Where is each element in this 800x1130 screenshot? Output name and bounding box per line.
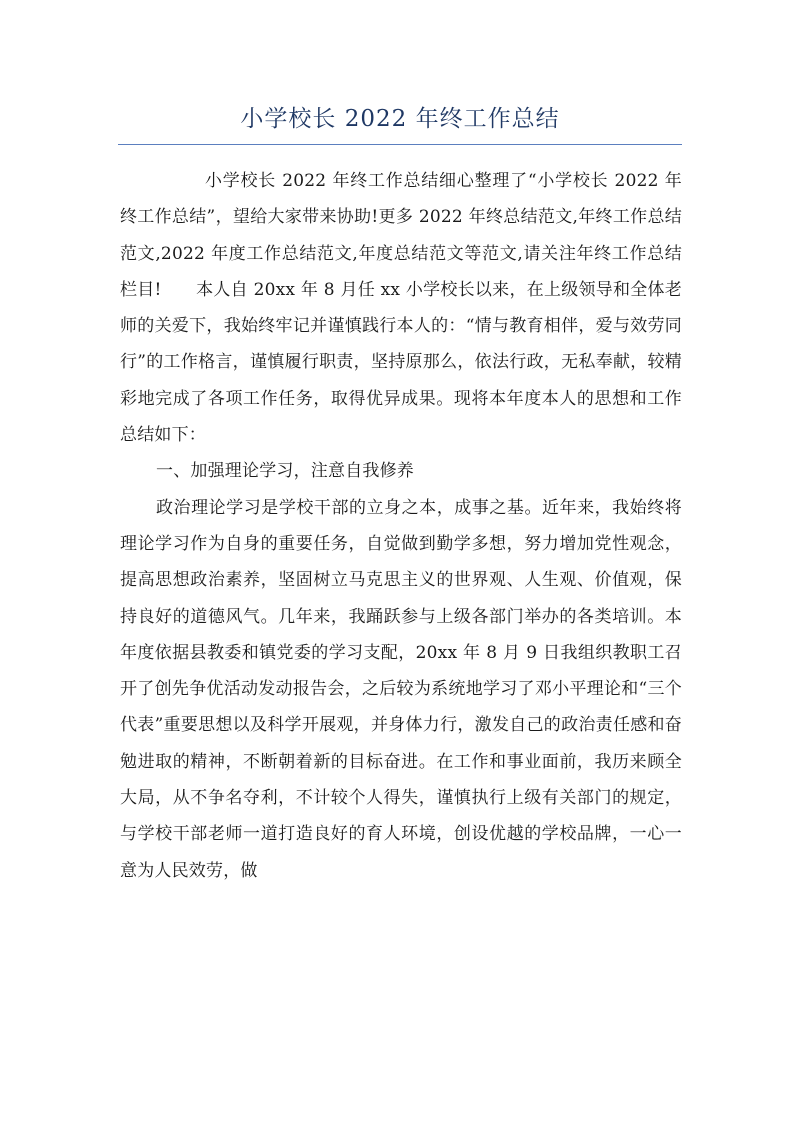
- section-heading: 一、加强理论学习，注意自我修养: [156, 461, 414, 482]
- title-underline: [118, 144, 682, 145]
- document-body: [120, 163, 682, 889]
- intro-paragraph: 小学校长 2022 年终工作总结细心整理了“小学校长 2022 年终工作总结”，望给大家带来协助!更多 2022 年终总结范文,年终工作总结范文,2022 年度工作总结范文,年度总结范文等范文,请关注年终工作总结栏目! 本人自 20xx 年 8 月任 xx 小学校长以来，在上级领导和全体老师的关爱下，我始终牢记并谨慎践行本人的：“情与教育相伴，爱与效劳同行”的工作格言，谨慎履行职责，坚持原那么，依法行政，无私奉献，较精彩地完成了各项工作任务，取得优异成果。现将本年度本人的思想和工作总结如下：: [120, 171, 682, 446]
- document-title: 小学校长 2022 年终工作总结: [240, 106, 560, 132]
- body-paragraph: 政治理论学习是学校干部的立身之本，成事之基。近年来，我始终将理论学习作为自身的重要任务，自觉做到勤学多想，努力增加党性观念，提高思想政治素养，坚固树立马克思主义的世界观、人生观、价值观，保持良好的道德风气。几年来，我踊跃参与上级各部门举办的各类培训。本年度依据县教委和镇党委的学习支配，20xx 年 8 月 9 日我组织教职工召开了创先争优活动发动报告会，之后较为系统地学习了邓小平理论和“三个代表”重要思想以及科学开展观，并身体力行，激发自己的政治责任感和奋勉进取的精神，不断朝着新的目标奋进。在工作和事业面前，我历来顾全大局，从不争名夺利，不计较个人得失，谨慎执行上级有关部门的规定，与学校干部老师一道打造良好的育人环境，创设优越的学校品牌，一心一意为人民效劳，做: [120, 497, 682, 881]
